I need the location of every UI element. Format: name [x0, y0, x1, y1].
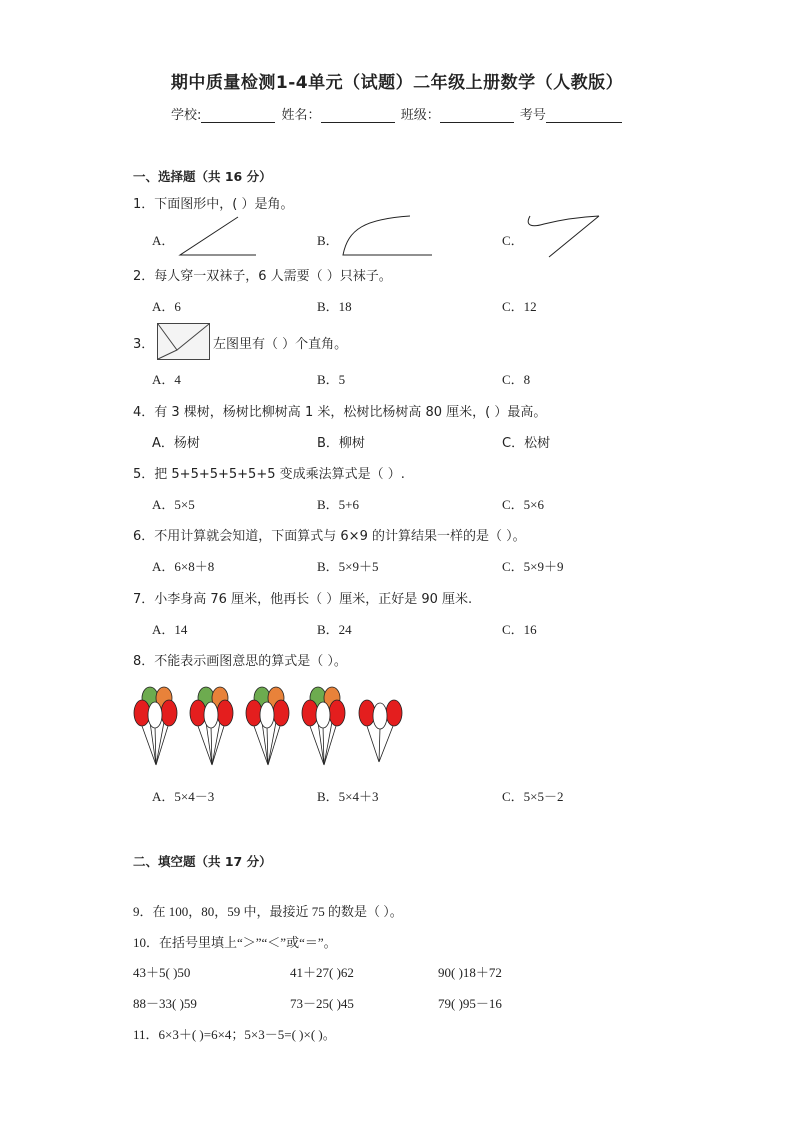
student-info-line: [171, 104, 624, 123]
q5-option-c[interactable]: C．5×6: [502, 497, 545, 512]
question-1: 1．下面图形中，( ）是角。: [133, 197, 294, 212]
q6-option-b[interactable]: B．5×9＋5: [317, 559, 379, 574]
balloon-white: [316, 702, 330, 728]
q8-option-b[interactable]: B．5×4＋3: [317, 789, 379, 804]
class-blank[interactable]: [440, 108, 514, 123]
q2-option-c[interactable]: C．12: [502, 299, 537, 314]
balloon-red: [217, 700, 233, 726]
balloon-red: [329, 700, 345, 726]
balloon-red: [246, 700, 262, 726]
q10-item-1[interactable]: 43＋5( )50: [133, 965, 191, 980]
number-blank[interactable]: [546, 108, 622, 123]
balloon-string: [310, 726, 324, 765]
q7-option-c[interactable]: C．16: [502, 622, 537, 637]
page-title: 期中质量检测1-4单元（试题）二年级上册数学（人教版）: [170, 73, 624, 93]
q6-option-a[interactable]: A．6×8＋8: [152, 559, 215, 574]
school-label: 学校:: [171, 108, 202, 123]
balloon-white: [373, 703, 387, 729]
q3-rectangle-figure: [157, 323, 211, 361]
q1-curve-c-figure: [522, 213, 602, 261]
q4-option-b[interactable]: B．柳树: [317, 436, 365, 451]
question-7: 7．小李身高 76 厘米，他再长（ ）厘米，正好是 90 厘米.: [133, 592, 473, 607]
balloon-string: [198, 726, 212, 765]
question-9: 9．在 100，80，59 中，最接近 75 的数是（ ）。: [133, 904, 403, 919]
balloon-red: [273, 700, 289, 726]
q1-angle-a-figure: [178, 215, 258, 260]
question-2: 2．每人穿一双袜子，6 人需要（ ）只袜子。: [133, 269, 392, 284]
question-6: 6．不用计算就会知道，下面算式与 6×9 的计算结果一样的是（ ）。: [133, 529, 526, 544]
question-11: 11．6×3＋( )=6×4；5×3－5=( )×( )。: [133, 1027, 336, 1042]
q3-option-b[interactable]: B．5: [317, 372, 346, 387]
question-8: 8．不能表示画图意思的算式是（ ）。: [133, 654, 347, 669]
q4-option-c[interactable]: C．松树: [502, 436, 551, 451]
balloon-white: [260, 702, 274, 728]
q5-option-b[interactable]: B．5+6: [317, 497, 360, 512]
balloon-red: [386, 700, 402, 726]
balloon-red: [134, 700, 150, 726]
name-label: 姓名：: [281, 108, 321, 123]
q2-option-b[interactable]: B．18: [317, 299, 352, 314]
balloon-bunches-figure: [130, 680, 410, 770]
question-4: 4．有 3 棵树，杨树比柳树高 1 米，松树比杨树高 80 厘米，( ）最高。: [133, 405, 547, 420]
balloon-red: [359, 700, 375, 726]
balloon-string: [367, 726, 379, 762]
question-3: 左图里有（ ）个直角。: [213, 337, 348, 352]
question-5: 5．把 5+5+5+5+5+5 变成乘法算式是（ ）.: [133, 467, 405, 482]
balloon-red: [190, 700, 206, 726]
q1-option-b[interactable]: B．: [317, 233, 339, 248]
q2-option-a[interactable]: A．6: [152, 299, 181, 314]
balloon-red: [161, 700, 177, 726]
name-blank[interactable]: [321, 108, 395, 123]
number-label: 考号: [519, 108, 546, 123]
section-heading-choice: 一、选择题（共 16 分）: [133, 169, 272, 184]
school-blank[interactable]: [201, 108, 275, 123]
balloon-white: [148, 702, 162, 728]
q10-item-2[interactable]: 41＋27( )62: [290, 965, 354, 980]
question-10: 10．在括号里填上“＞”“＜”或“＝”。: [133, 935, 337, 950]
balloon-string: [379, 728, 380, 762]
q10-item-3[interactable]: 90( )18＋72: [438, 965, 502, 980]
q7-option-a[interactable]: A．14: [152, 622, 188, 637]
q8-option-c[interactable]: C．5×5－2: [502, 789, 564, 804]
q7-option-b[interactable]: B．24: [317, 622, 352, 637]
q10-item-4[interactable]: 88－33( )59: [133, 996, 197, 1011]
q1-option-c[interactable]: C．: [502, 233, 524, 248]
q3-option-c[interactable]: C．8: [502, 372, 531, 387]
balloon-string: [254, 726, 268, 765]
question-3-number: 3．: [133, 337, 155, 352]
section-heading-fill: 二、填空题（共 17 分）: [133, 854, 272, 869]
q6-option-c[interactable]: C．5×9＋9: [502, 559, 564, 574]
q4-option-a[interactable]: A．杨树: [152, 436, 200, 451]
q10-item-5[interactable]: 73－25( )45: [290, 996, 354, 1011]
balloon-string: [142, 726, 156, 765]
balloon-red: [302, 700, 318, 726]
class-label: 班级：: [400, 108, 440, 123]
q10-item-6[interactable]: 79( )95－16: [438, 996, 502, 1011]
q8-option-a[interactable]: A．5×4－3: [152, 789, 215, 804]
q3-option-a[interactable]: A．4: [152, 372, 181, 387]
q1-option-a[interactable]: A．: [152, 233, 175, 248]
q5-option-a[interactable]: A．5×5: [152, 497, 195, 512]
balloon-string: [379, 726, 393, 762]
balloon-white: [204, 702, 218, 728]
q1-curve-b-figure: [340, 213, 435, 258]
